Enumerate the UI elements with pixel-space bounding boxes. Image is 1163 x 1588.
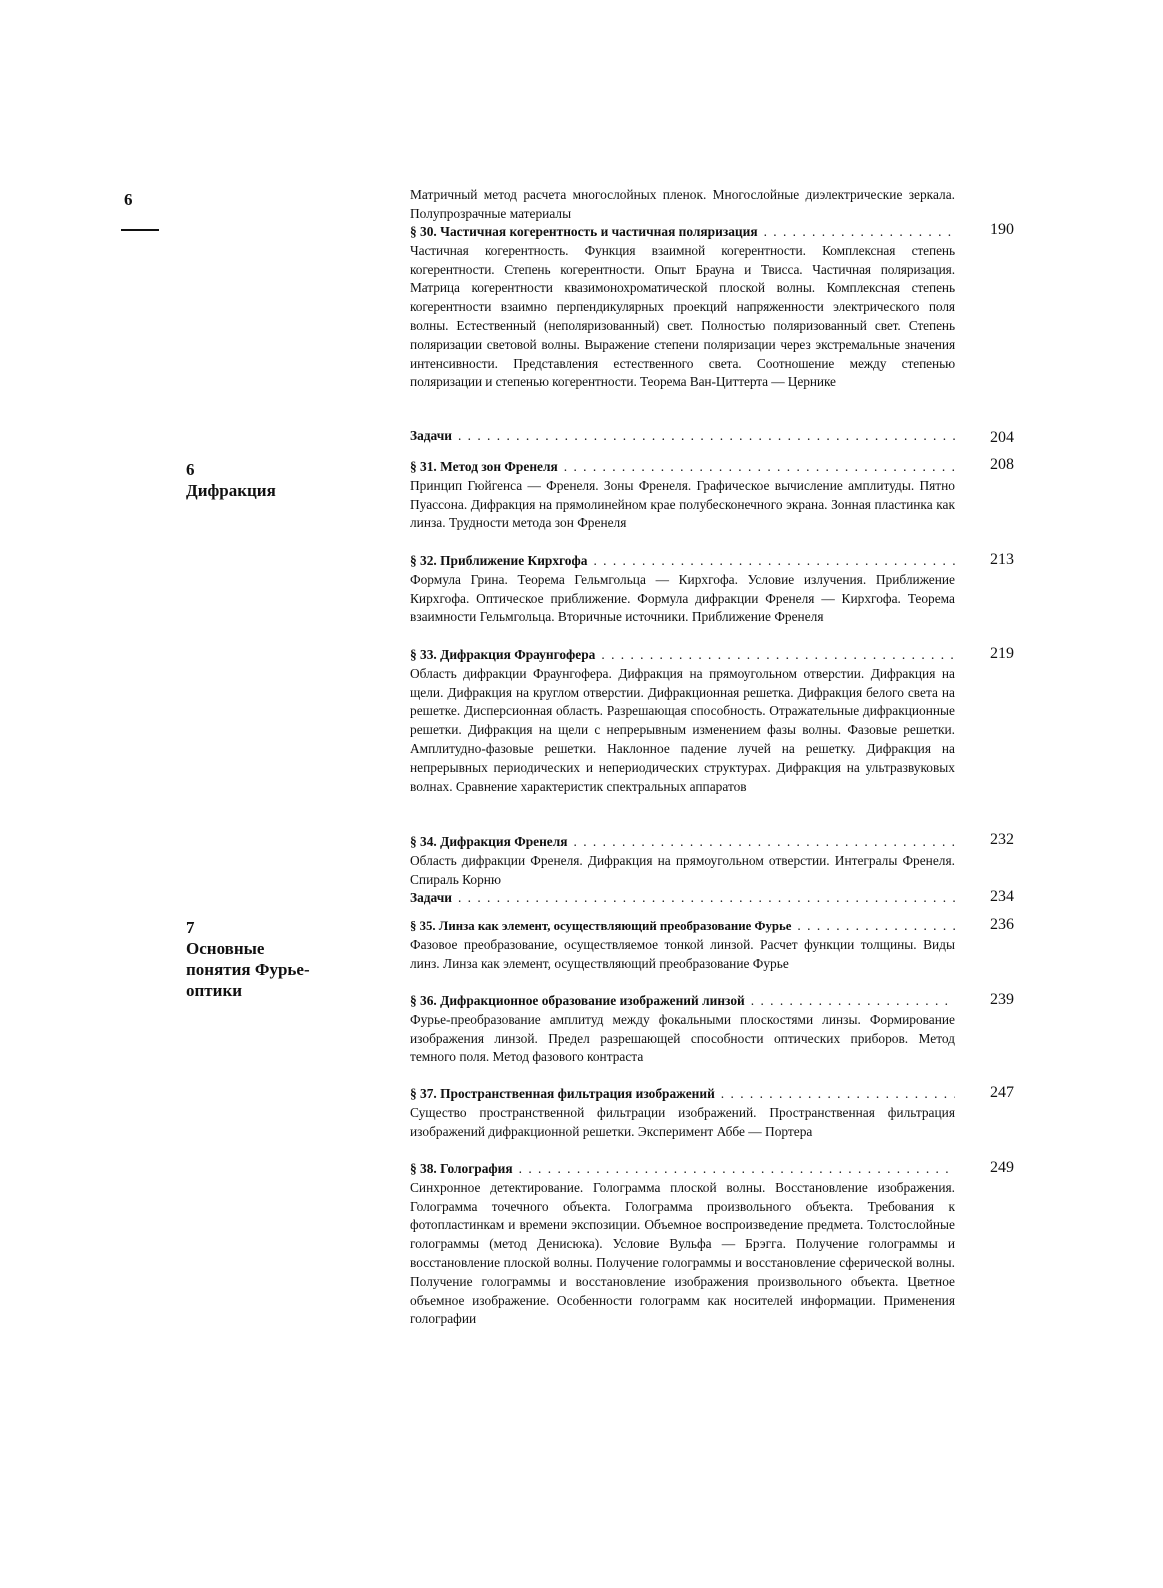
toc-section-line[interactable] xyxy=(410,917,955,936)
leader-dots xyxy=(519,1160,955,1179)
toc-entry-s37 xyxy=(410,1085,955,1141)
toc-section-title: Задачи xyxy=(410,428,452,443)
toc-description: Существо пространственной фильтрации изображений. Пространственная фильтрация изображений дифракционной решетки. Эксперимент Аббе — Портера xyxy=(410,1104,955,1139)
chapter-title: Дифракция xyxy=(186,481,276,500)
chapter-6-heading xyxy=(186,459,276,501)
toc-entry-s33 xyxy=(410,646,955,796)
leader-dots xyxy=(458,889,955,908)
toc-entry-tasks-5 xyxy=(410,427,955,446)
chapter-number: 7 xyxy=(186,918,195,937)
toc-page-number[interactable]: 234 xyxy=(990,888,1014,905)
leader-dots xyxy=(601,646,955,665)
page-number-rule xyxy=(121,229,159,231)
leader-dots xyxy=(764,223,955,242)
toc-intro xyxy=(410,186,955,224)
toc-description: Область дифракции Фраунгофера. Дифракция на прямоугольном отверстии. Дифракция на щели. Дифракция на круглом отверстии. Дифракционная решетка. Дифракция белого света на решетке. Дисперсионная область. Разрешающая способность. Отражательные дифракционные решетки. Дифракция на щели с непрерывным изменением фазы волны. Фазовые решетки. Амплитудно-фазовые решетки. Наклонное падение лучей на решетку. Дифракция на непрерывных периодических и непериодических структурах. Дифракция на ультразвуковых волнах. Сравнение характеристик спектральных аппаратов xyxy=(410,665,955,794)
toc-section-title: § 30. Частичная когерентность и частичная поляризация xyxy=(410,224,758,239)
chapter-number: 6 xyxy=(186,460,195,479)
toc-page-number[interactable]: 204 xyxy=(990,429,1014,446)
toc-section-title: § 32. Приближение Кирхгофа xyxy=(410,553,588,568)
toc-description: Фазовое преобразование, осуществляемое тонкой линзой. Расчет функции толщины. Виды линз. Линза как элемент, осуществляющий преобразование Фурье xyxy=(410,936,955,971)
toc-section-line[interactable] xyxy=(410,1160,955,1179)
toc-description: Матричный метод расчета многослойных пленок. Многослойные диэлектрические зеркала. Полупрозрачные материалы xyxy=(410,187,955,221)
toc-page-number[interactable]: 236 xyxy=(990,916,1014,933)
toc-page-number[interactable]: 239 xyxy=(990,991,1014,1008)
toc-page-number[interactable]: 249 xyxy=(990,1159,1014,1176)
leader-dots xyxy=(721,1085,955,1104)
toc-section-line[interactable] xyxy=(410,992,955,1011)
toc-section-line[interactable] xyxy=(410,427,955,446)
toc-section-title: § 36. Дифракционное образование изображений линзой xyxy=(410,993,745,1008)
toc-description: Принцип Гюйгенса — Френеля. Зоны Френеля. Графическое вычисление амплитуды. Пятно Пуассона. Дифракция на прямолинейном крае полубесконечного экрана. Зонная пластинка как линза. Трудности метода зон Френеля xyxy=(410,477,955,531)
toc-section-line[interactable] xyxy=(410,1085,955,1104)
toc-section-title: § 38. Голография xyxy=(410,1161,513,1176)
leader-dots xyxy=(797,917,955,936)
leader-dots xyxy=(564,458,955,477)
leader-dots xyxy=(751,992,955,1011)
leader-dots xyxy=(574,833,955,852)
toc-entry-s31 xyxy=(410,458,955,533)
toc-page-number[interactable]: 213 xyxy=(990,551,1014,568)
chapter-7-heading xyxy=(186,917,311,1001)
toc-entry-tasks-6 xyxy=(410,889,955,908)
toc-section-title: § 33. Дифракция Фраунгофера xyxy=(410,647,596,662)
toc-section-line[interactable] xyxy=(410,223,955,242)
toc-section-line[interactable] xyxy=(410,552,955,571)
toc-section-line[interactable] xyxy=(410,833,955,852)
toc-section-title: § 34. Дифракция Френеля xyxy=(410,834,568,849)
toc-entry-s34 xyxy=(410,833,955,889)
toc-page-number[interactable]: 219 xyxy=(990,645,1014,662)
toc-section-title: Задачи xyxy=(410,890,452,905)
toc-description: Область дифракции Френеля. Дифракция на прямоугольном отверстии. Интегралы Френеля. Спираль Корню xyxy=(410,852,955,887)
toc-section-line[interactable] xyxy=(410,646,955,665)
toc-description: Синхронное детектирование. Голограмма плоской волны. Восстановление изображения. Голограмма точечного объекта. Голограмма произвольного объекта. Требования к фотопластинкам и времени экспозиции. Объемное воспроизведение предмета. Толстослойные голограммы (метод Денисюка). Условие Вульфа — Брэгга. Получение голограммы и восстановление плоской волны. Получение голограммы и восстановление сферической волны. Получение голограммы и восстановление изображения произвольного объекта. Цветное объемное изображение. Особенности голограмм как носителей информации. Применения голографии xyxy=(410,1179,955,1327)
toc-section-line[interactable] xyxy=(410,458,955,477)
toc-page-number[interactable]: 208 xyxy=(990,456,1014,473)
toc-section-title: § 35. Линза как элемент, осуществляющий преобразование Фурье xyxy=(410,919,792,933)
toc-page-number[interactable]: 247 xyxy=(990,1084,1014,1101)
leader-dots xyxy=(458,427,955,446)
toc-description: Фурье-преобразование амплитуд между фокальными плоскостями линзы. Формирование изображения линзой. Предел разрешающей способности оптических приборов. Метод темного поля. Метод фазового контраста xyxy=(410,1011,955,1065)
toc-entry-s36 xyxy=(410,992,955,1067)
leader-dots xyxy=(593,552,955,571)
toc-section-title: § 31. Метод зон Френеля xyxy=(410,459,558,474)
page-number: 6 xyxy=(124,190,133,209)
toc-description: Формула Грина. Теорема Гельмгольца — Кирхгофа. Условие излучения. Приближение Кирхгофа. Оптическое приближение. Формула дифракции Френеля — Кирхгофа. Теорема взаимности Гельмгольца. Вторичные источники. Приближение Френеля xyxy=(410,571,955,625)
toc-page-number[interactable]: 232 xyxy=(990,831,1014,848)
toc-description: Частичная когерентность. Функция взаимной когерентности. Комплексная степень когерентности. Степень когерентности. Опыт Брауна и Твисса. Частичная поляризация. Матрица когерентности квазимонохроматической плоской волны. Комплексная степень когерентности взаимно перпендикулярных проекций напряженности электрического поля волны. Естественный (неполяризованный) свет. Полностью поляризованный свет. Степень поляризации световой волны. Выражение степени поляризации через экстремальные значения интенсивности. Представления естественного света. Соотношение между степенью поляризации и степенью когерентности. Теорема Ван-Циттерта — Цернике xyxy=(410,242,955,390)
toc-entry-s32 xyxy=(410,552,955,627)
toc-page-number[interactable]: 190 xyxy=(990,221,1014,238)
toc-entry-s38 xyxy=(410,1160,955,1329)
toc-section-title: § 37. Пространственная фильтрация изображений xyxy=(410,1086,715,1101)
toc-entry-s35 xyxy=(410,917,955,973)
toc-section-line[interactable] xyxy=(410,889,955,908)
toc-entry-s30 xyxy=(410,223,955,392)
chapter-title: Основные понятия Фурье-оптики xyxy=(186,939,310,1000)
